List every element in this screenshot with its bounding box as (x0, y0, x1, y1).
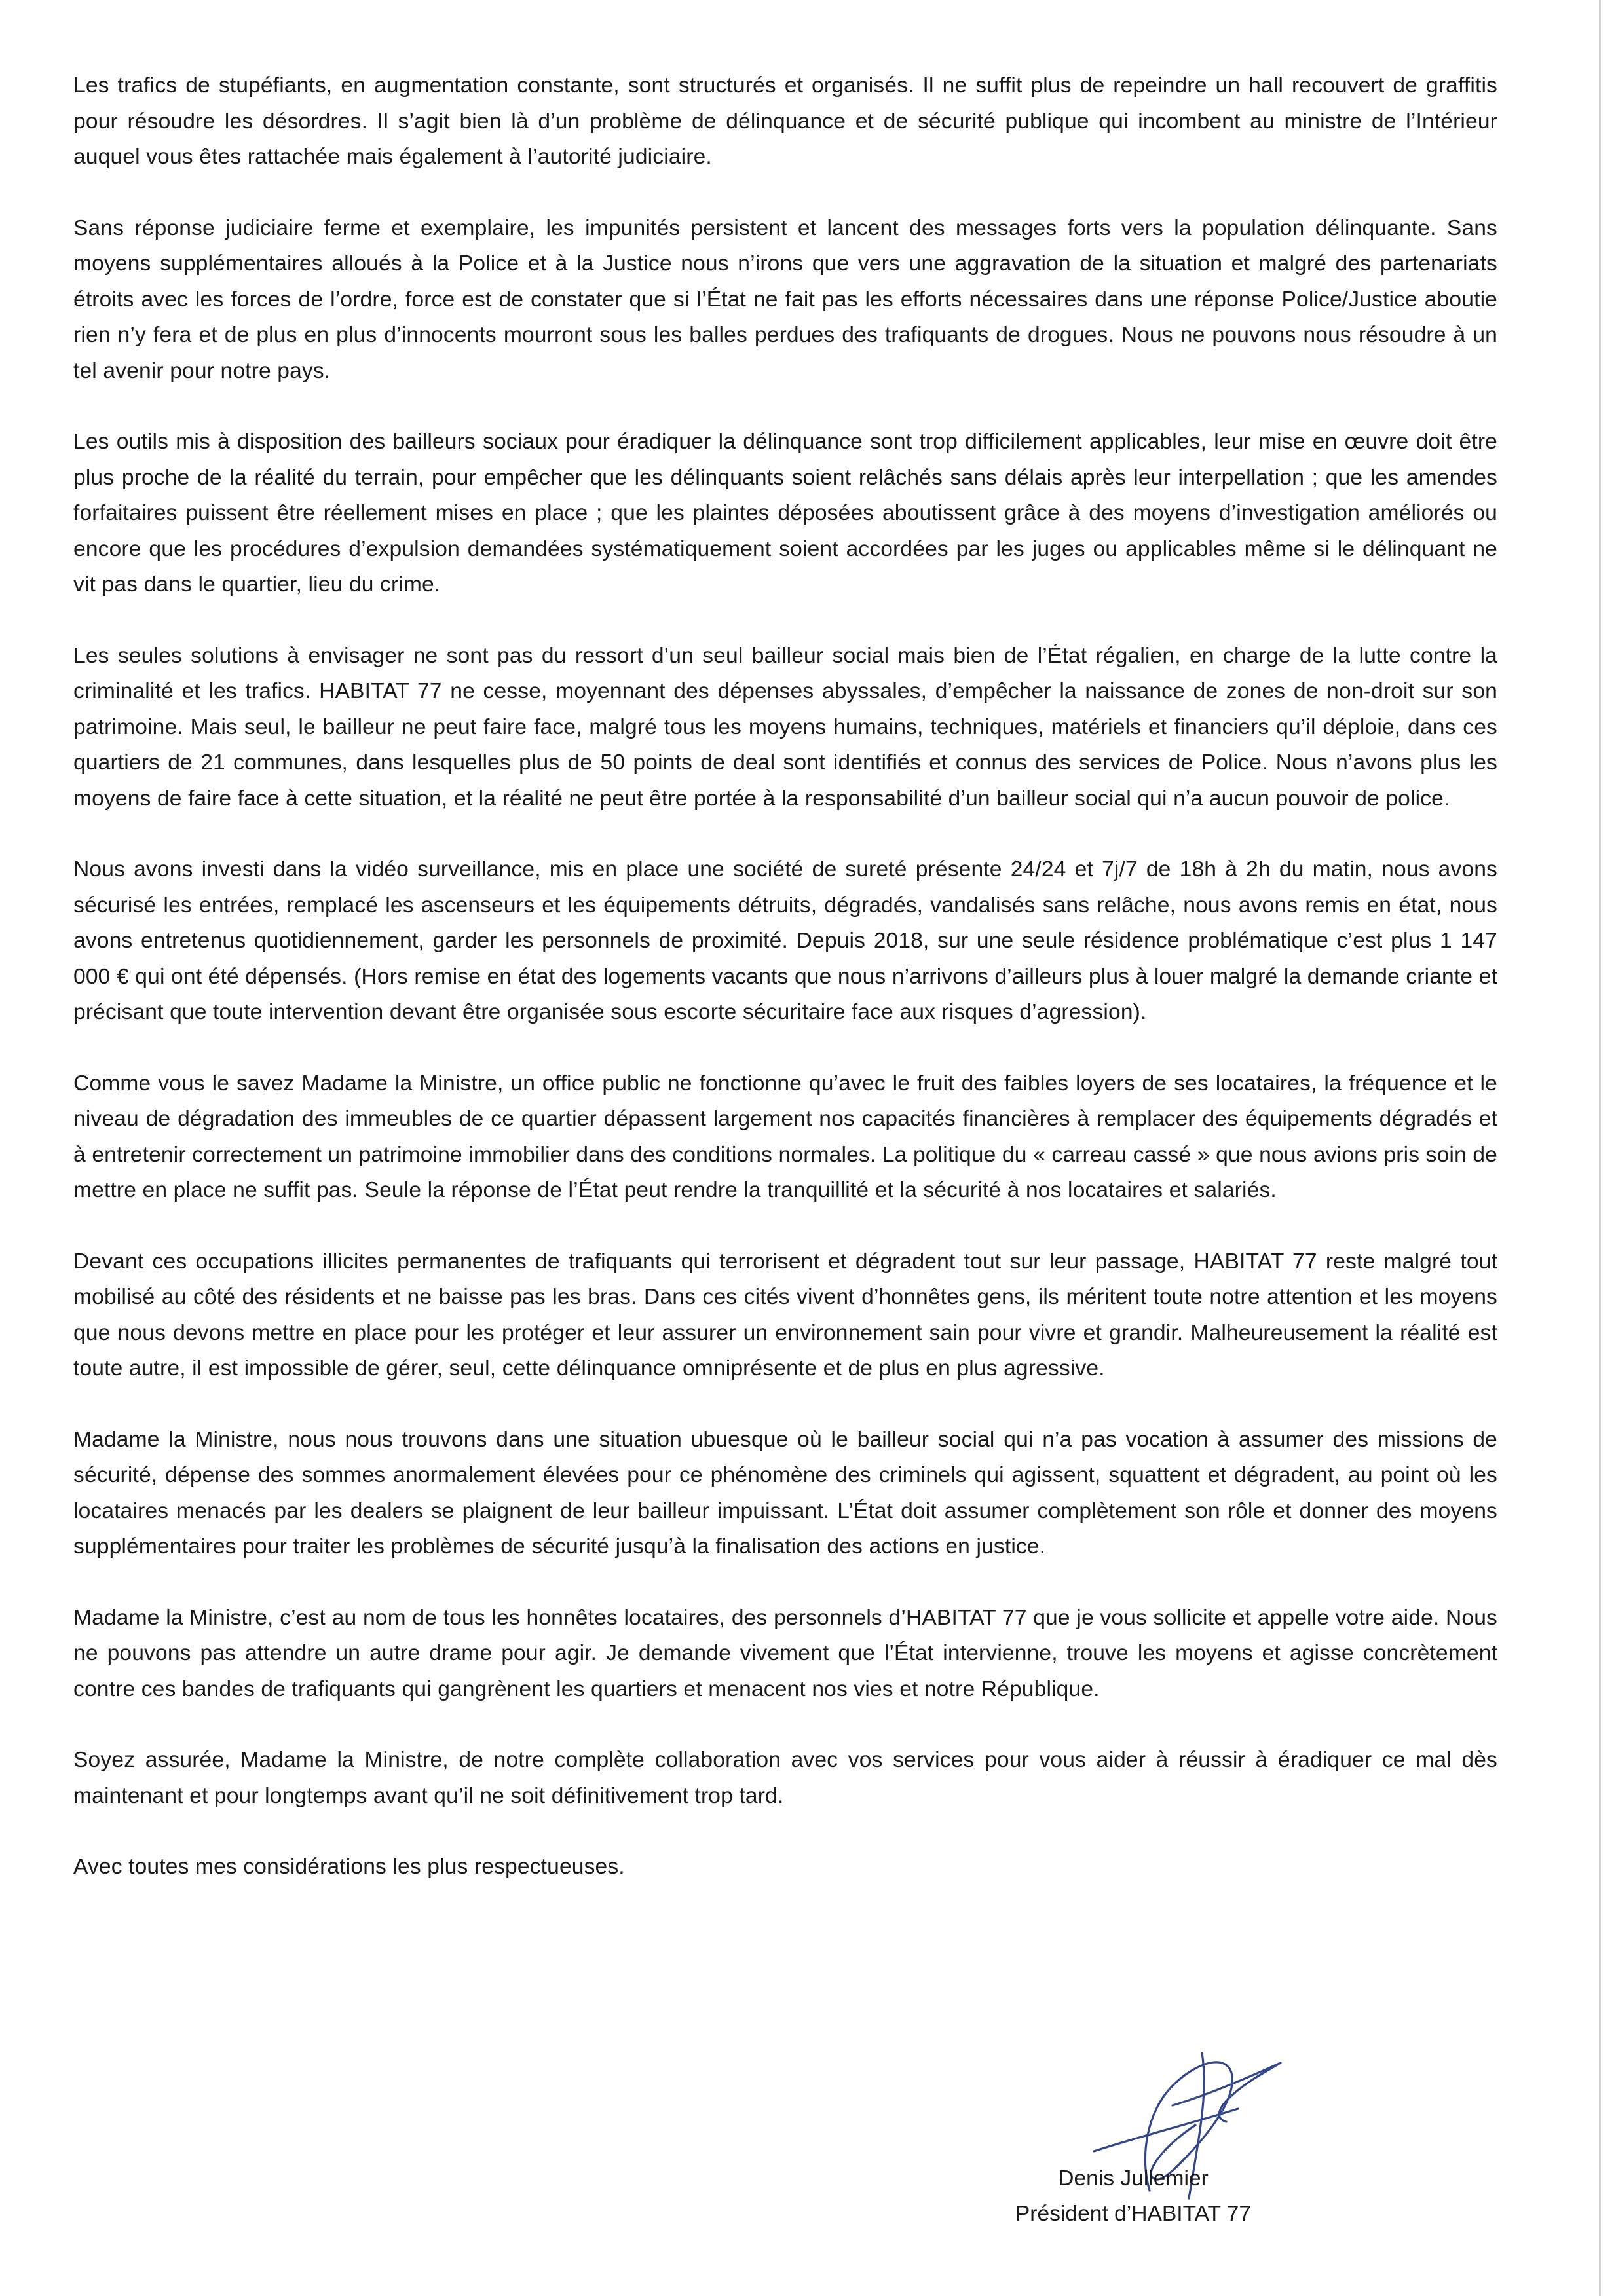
closing-formula: Avec toutes mes considérations les plus respectueuses. (73, 1855, 625, 1879)
signatory-name: Denis Jullemier (1058, 2166, 1209, 2191)
letter-body (73, 68, 1497, 1921)
paragraph: Les outils mis à disposition des bailleurs sociaux pour éradiquer la délinquance sont trop difficilement applicables, leur mise en œuvre doit être plus proche de la réalité du terrain, pour empêcher que les délinquants soient relâchés sans délais après leur interpellation ; que les amendes forfaitaires puissent être réellement mises en place ; que les plaintes déposées aboutissent grâce à des moyens d’investigation améliorés ou encore que les procédures d’expulsion demandées systématiquement soient accordées par les juges ou applicables même si le délinquant ne vit pas dans le quartier, lieu du crime. (73, 430, 1497, 597)
paragraph: Comme vous le savez Madame la Ministre, un office public ne fonctionne qu’avec le fruit des faibles loyers de ses locataires, la fréquence et le niveau de dégradation des immeubles de ce quartier dépassent largement nos capacités financières à remplacer des équipements dégradés et à entretenir correctement un patrimoine immobilier dans des conditions normales. La politique du « carreau cassé » que nous avions pris soin de mettre en place ne suffit pas. Seule la réponse de l’État peut rendre la tranquillité et la sécurité à nos locataires et salariés. (73, 1071, 1497, 1202)
paragraph: Madame la Ministre, nous nous trouvons dans une situation ubuesque où le bailleur social qui n’a pas vocation à assumer des missions de sécurité, dépense des sommes anormalement élevées pour ce phénomène des criminels qui agissent, squattent et dégradent, au point où les locataires menacés par les dealers se plaignent de leur bailleur impuissant. L’État doit assumer complètement son rôle et donner des moyens supplémentaires pour traiter les problèmes de sécurité jusqu’à la finalisation des actions en justice. (73, 1427, 1497, 1559)
paragraph: Madame la Ministre, c’est au nom de tous les honnêtes locataires, des personnels d’HABITAT 77 que je vous sollicite et appelle votre aide. Nous ne pouvons pas attendre un autre drame pour agir. Je demande vivement que l’État intervienne, trouve les moyens et agisse concrètement contre ces bandes de trafiquants qui gangrènent les quartiers et menacent nos vies et notre République. (73, 1605, 1497, 1701)
page-edge-shadow (1599, 0, 1601, 2296)
paragraph: Nous avons investi dans la vidéo surveillance, mis en place une société de sureté présente 24/24 et 7j/7 de 18h à 2h du matin, nous avons sécurisé les entrées, remplacé les ascenseurs et les équipements détruits, dégradés, vandalisés sans relâche, nous avons remis en état, nous avons entretenus quotidiennement, garder les personnels de proximité. Depuis 2018, sur une seule résidence problématique c’est plus 1 147 000 € qui ont été dépensés. (Hors remise en état des logements vacants que nous n’arrivons d’ailleurs plus à louer malgré la demande criante et précisant que toute intervention devant être organisée sous escorte sécuritaire face aux risques d’agression). (73, 857, 1497, 1024)
paragraph: Les trafics de stupéfiants, en augmentation constante, sont structurés et organisés. Il ne suffit plus de repeindre un hall recouvert de graffitis pour résoudre les désordres. Il s’agit bien là d’un problème de délinquance et de sécurité publique qui incombent au ministre de l’Intérieur auquel vous êtes rattachée mais également à l’autorité judiciaire. (73, 73, 1497, 169)
paragraph: Soyez assurée, Madame la Ministre, de notre complète collaboration avec vos services pour vous aider à réussir à éradiquer ce mal dès maintenant et pour longtemps avant qu’il ne soit définitivement trop tard. (73, 1748, 1497, 1808)
signature-block (979, 2161, 1287, 2232)
signatory-title: Président d’HABITAT 77 (1015, 2202, 1252, 2226)
paragraph: Sans réponse judiciaire ferme et exemplaire, les impunités persistent et lancent des messages forts vers la population délinquante. Sans moyens supplémentaires alloués à la Police et à la Justice nous n’irons que vers une aggravation de la situation et malgré des partenariats étroits avec les forces de l’ordre, force est de constater que si l’État ne fait pas les efforts nécessaires dans une réponse Police/Justice aboutie rien n’y fera et de plus en plus d’innocents mourront sous les balles perdues des trafiquants de drogues. Nous ne pouvons nous résoudre à un tel avenir pour notre pays. (73, 215, 1497, 383)
paragraph: Devant ces occupations illicites permanentes de trafiquants qui terrorisent et dégradent tout sur leur passage, HABITAT 77 reste malgré tout mobilisé au côté des résidents et ne baisse pas les bras. Dans ces cités vivent d’honnêtes gens, ils méritent toute notre attention et les moyens que nous devons mettre en place pour les protéger et leur assurer un environnement sain pour vivre et grandir. Malheureusement la réalité est toute autre, il est impossible de gérer, seul, cette délinquance omniprésente et de plus en plus agressive. (73, 1249, 1497, 1380)
paragraph: Les seules solutions à envisager ne sont pas du ressort d’un seul bailleur social mais bien de l’État régalien, en charge de la lutte contre la criminalité et les trafics. HABITAT 77 ne cesse, moyennant des dépenses abyssales, d’empêcher la naissance de zones de non-droit sur son patrimoine. Mais seul, le bailleur ne peut faire face, malgré tous les moyens humains, techniques, matériels et financiers qu’il déploie, dans ces quartiers de 21 communes, dans lesquelles plus de 50 points de deal sont identifiés et connus des services de Police. Nous n’avons plus les moyens de faire face à cette situation, et la réalité ne peut être portée à la responsabilité d’un bailleur social qui n’a aucun pouvoir de police. (73, 643, 1497, 811)
